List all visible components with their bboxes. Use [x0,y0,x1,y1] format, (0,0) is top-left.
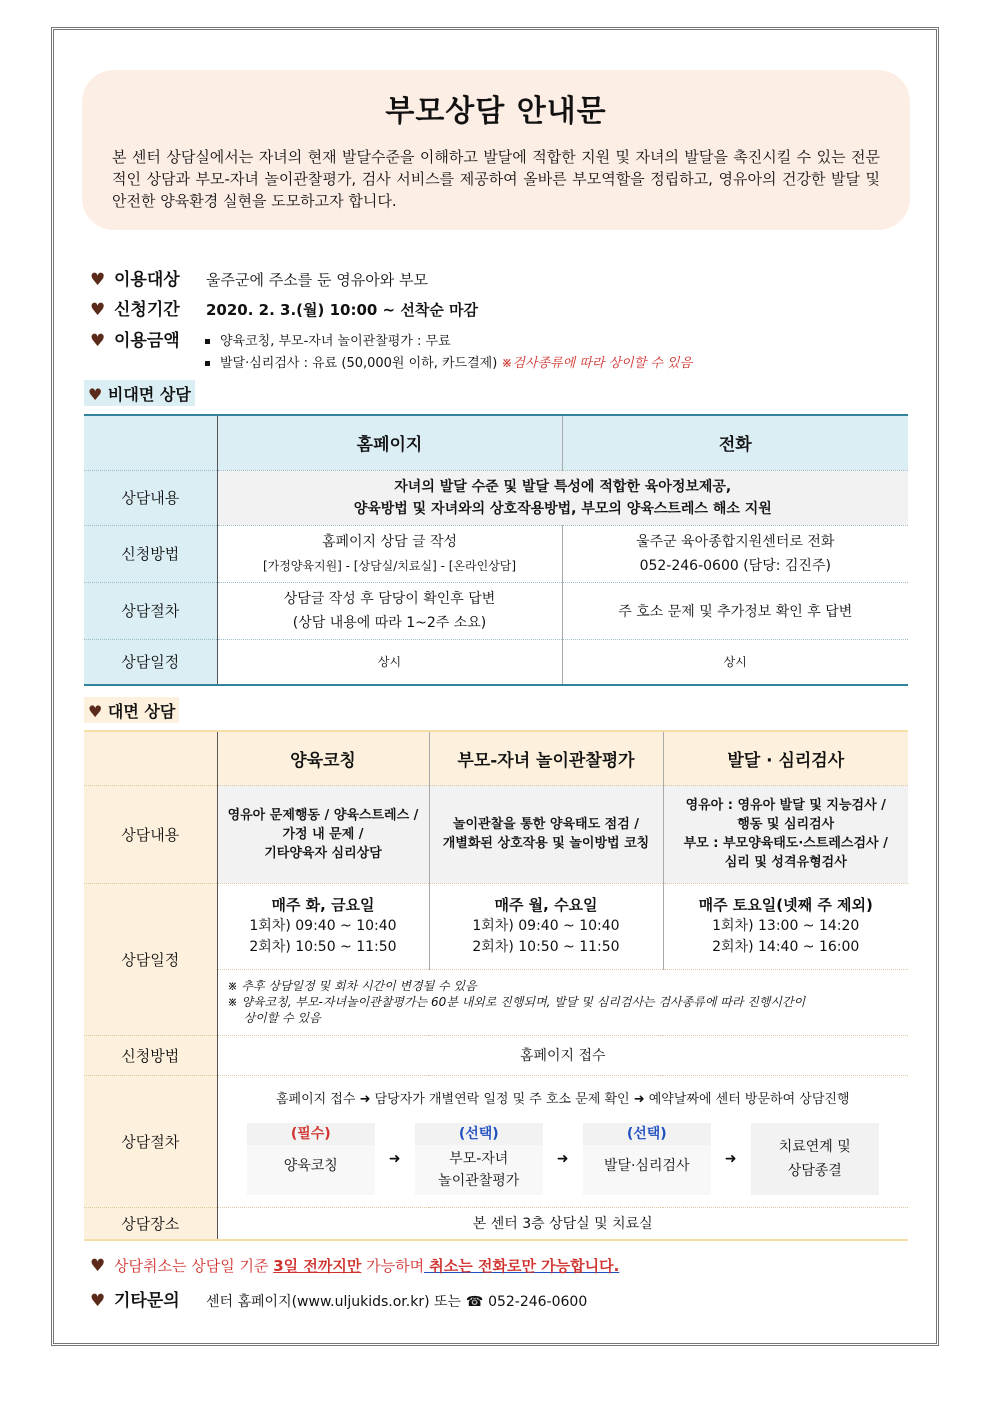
content-line: 자녀의 발달 수준 및 발달 특성에 적합한 육아정보제공, [394,478,732,495]
sched-play [429,883,663,969]
corner-cell [84,731,217,785]
content-line: 심리 및 성격유형검사 [724,855,847,870]
method-web [217,525,562,582]
content-line: 영유아 문제행동 / 양육스트레스 / [227,807,419,823]
fee-item [205,352,692,371]
heart-icon: ♥ [88,385,103,404]
content-coaching [217,785,429,883]
row-label: 상담절차 [84,582,217,639]
step-name [415,1145,543,1195]
place-value: 본 센터 3층 상담실 및 치료실 [472,1216,653,1233]
section-title-online [84,380,195,406]
heart-icon: ♥ [90,270,106,290]
sched-test [663,883,908,969]
row-label: 신청방법 [84,525,217,582]
col-header: 전화 [562,415,908,470]
sched-day: 매주 화, 금요일 [271,895,375,914]
phone-number: 052-246-0600 [488,1294,588,1310]
sched-day: 매주 월, 수요일 [494,895,598,914]
row-label: 상담장소 [84,1207,217,1240]
sched-time: 2회차) 14:40 ~ 16:00 [712,938,860,955]
content-play [429,785,663,883]
fee-item [205,330,451,349]
phone-icon: ☎ [465,1294,484,1310]
corner-cell [84,415,217,470]
info-label: 이용금액 [114,331,180,351]
col-header: 발달 · 심리검사 [663,731,908,785]
content-line: 부모 : 부모양육태도·스트레스검사 / [683,836,888,851]
content-line: 가정 내 문제 / [282,826,364,842]
proc-tel: 주 호소 문제 및 추가정보 확인 후 답변 [562,582,908,639]
step-name: 발달·심리검사 [583,1145,711,1195]
content-line: 영유아 : 영유아 발달 및 지능검사 / [685,798,886,813]
sched-time: 1회차) 09:40 ~ 10:40 [249,917,397,934]
step-name-line: 상담종결 [787,1162,842,1179]
cancel-text: 가능하며 [361,1257,425,1275]
arrow-icon: ➜ [388,1150,401,1167]
note-line: ※ 양육코칭, 부모-자녀놀이관찰평가는 60분 내외로 진행되며, 발달 및 심리검사는 검사종류에 따라 진행시간이 [227,995,806,1009]
sched-day: 매주 토요일(넷째 주 제외) [698,895,873,914]
sched-time: 2회차) 10:50 ~ 11:50 [472,938,620,955]
step-name: 양육코칭 [247,1145,375,1195]
step-name-line: 부모-자녀 [449,1150,509,1167]
info-value: 울주군에 주소를 둔 영유아와 부모 [206,271,428,289]
note-line: ※ 추후 상담일정 및 회차 시간이 변경될 수 있음 [227,979,477,993]
section-title-offline [84,697,179,723]
row-label: 상담일정 [84,883,217,1035]
inquiry [90,1286,587,1311]
bullet-icon [205,361,210,366]
step-box [415,1123,543,1195]
fee-text: 발달·심리검사 : 유료 (50,000원 이하, 카드결제) [220,356,498,371]
step-box [247,1123,375,1195]
col-header: 양육코칭 [217,731,429,785]
info-target [90,265,428,290]
offline-table [84,730,908,1241]
proc-line: 상담글 작성 후 담당이 확인후 답변 [283,590,496,607]
content-line: 기타양육자 심리상담 [264,845,382,861]
step-name-line: 치료연계 및 [778,1138,851,1155]
info-period [90,295,478,320]
section-title-text: 비대면 상담 [107,385,191,404]
arrow-icon: ➜ [556,1150,569,1167]
proc-steps [218,1123,909,1195]
content-line: 양육방법 및 자녀와의 상호작용방법, 부모의 양육스트레스 해소 지원 [353,500,772,517]
proc-cell [217,1075,908,1207]
info-label: 신청기간 [114,300,180,320]
inquiry-value: 센터 홈페이지(www.uljukids.or.kr) 또는 [206,1294,462,1310]
inquiry-label: 기타문의 [114,1291,180,1311]
content-test [663,785,908,883]
step-tag: (필수) [247,1123,375,1145]
cancel-phone-only: 취소는 전화로만 가능합니다. [424,1257,620,1275]
cancel-deadline: 3일 전까지만 [273,1257,362,1275]
sched-time: 1회차) 13:00 ~ 14:20 [712,917,860,934]
note-line: 상이할 수 있음 [243,1011,321,1025]
heart-icon: ♥ [90,1291,106,1311]
method-line: [가정양육지원] - [상담실/치료실] - [온라인상담] [262,558,517,573]
method-line: 052-246-0600 (담당: 김진주) [639,557,831,574]
cancel-notice [90,1255,619,1276]
step-box [583,1123,711,1195]
info-value: 2020. 2. 3.(월) 10:00 ~ 선착순 마감 [206,301,479,319]
row-label: 상담내용 [84,785,217,883]
info-fee [90,326,206,351]
content-line: 개별화된 상호작용 및 놀이방법 코칭 [442,836,650,851]
heart-icon: ♥ [88,702,103,721]
page-title: 부모상담 안내문 [385,94,607,129]
heart-icon: ♥ [90,1256,106,1276]
intro-text: 본 센터 상담실에서는 자녀의 현재 발달수준을 이해하고 발달에 적합한 지원 및 자녀의 발달을 촉진시킬 수 있는 전문적인 상담과 부모-자녀 놀이관찰평가, 검사 서비스를 제공하여 올바른 부모역할을 정립하고, 영유아의 건강한 발달 및 안전한 양육환경 실현을 도모하고자 합니다. [112,148,880,210]
sched-time: 1회차) 09:40 ~ 10:40 [472,917,620,934]
section-title-text: 대면 상담 [107,702,176,721]
fee-text: 양육코칭, 부모-자녀 놀이관찰평가 : 무료 [220,334,451,349]
sched-notes [217,969,908,1035]
sched-coaching [217,883,429,969]
content-line: 놀이관찰을 통한 양육태도 점검 / [452,817,640,832]
content-line: 행동 및 심리검사 [737,817,835,832]
heart-icon: ♥ [90,300,106,320]
row-label: 신청방법 [84,1035,217,1075]
row-label: 상담일정 [84,639,217,685]
heart-icon: ♥ [90,331,106,351]
online-table [84,414,908,686]
proc-web [217,582,562,639]
method-tel [562,525,908,582]
cancel-text: 상담취소는 상담일 기준 [114,1257,274,1275]
fee-note: ※검사종류에 따라 상이할 수 있음 [501,356,693,371]
step-tag: (선택) [415,1123,543,1145]
proc-line: (상담 내용에 따라 1~2주 소요) [292,614,487,631]
sched-tel: 상시 [723,655,747,670]
info-label: 이용대상 [114,270,180,290]
sched-web: 상시 [217,639,562,685]
row-label: 상담절차 [84,1075,217,1207]
method-value: 홈페이지 접수 [217,1035,908,1075]
bullet-icon [205,339,210,344]
step-box [751,1123,879,1195]
arrow-icon: ➜ [724,1150,737,1167]
row-label: 상담내용 [84,470,217,525]
step-tag: (선택) [583,1123,711,1145]
step-name-line: 놀이관찰평가 [438,1172,520,1189]
col-header: 홈페이지 [217,415,562,470]
proc-flow: 홈페이지 접수 ➜ 담당자가 개별연락 일정 및 주 호소 문제 확인 ➜ 예약날짜에 센터 방문하여 상담진행 [275,1091,850,1107]
online-content [217,470,908,525]
col-header: 부모-자녀 놀이관찰평가 [429,731,663,785]
method-line: 울주군 육아종합지원센터로 전화 [636,533,835,550]
method-line: 홈페이지 상담 글 작성 [321,533,458,550]
sched-time: 2회차) 10:50 ~ 11:50 [249,938,397,955]
